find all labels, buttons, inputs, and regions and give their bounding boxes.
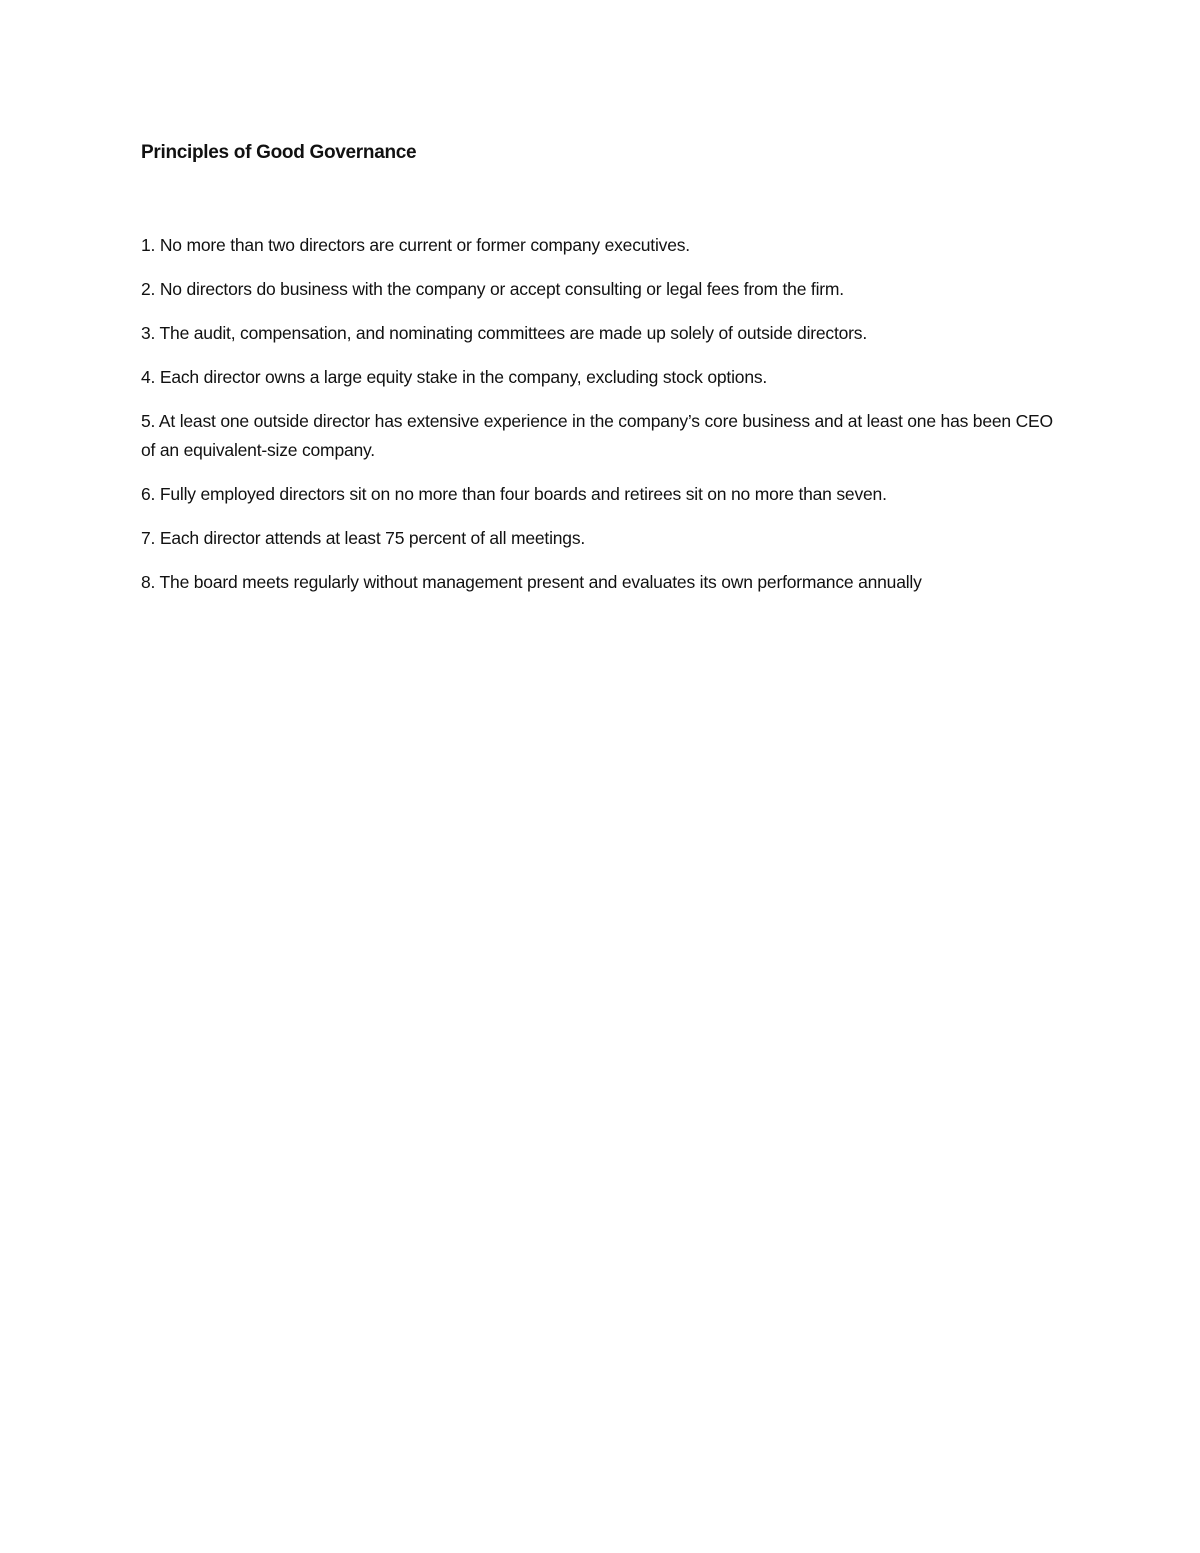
- principles-list: [141, 231, 1071, 612]
- principle-item: 4. Each director owns a large equity stake in the company, excluding stock options.: [141, 367, 768, 387]
- principle-item: 8. The board meets regularly without management present and evaluates its own performance annually: [141, 572, 922, 592]
- principle-item: 1. No more than two directors are current or former company executives.: [141, 235, 690, 255]
- principle-item: 3. The audit, compensation, and nominating committees are made up solely of outside directors.: [141, 323, 868, 343]
- principle-item: 6. Fully employed directors sit on no more than four boards and retirees sit on no more than seven.: [141, 484, 887, 504]
- principle-item: 2. No directors do business with the company or accept consulting or legal fees from the firm.: [141, 279, 844, 299]
- document-title: Principles of Good Governance: [141, 142, 417, 163]
- principle-item: 7. Each director attends at least 75 percent of all meetings.: [141, 528, 586, 548]
- principle-item: 5. At least one outside director has extensive experience in the company’s core business and at least one has been CEO of an equivalent-size company.: [141, 411, 1053, 460]
